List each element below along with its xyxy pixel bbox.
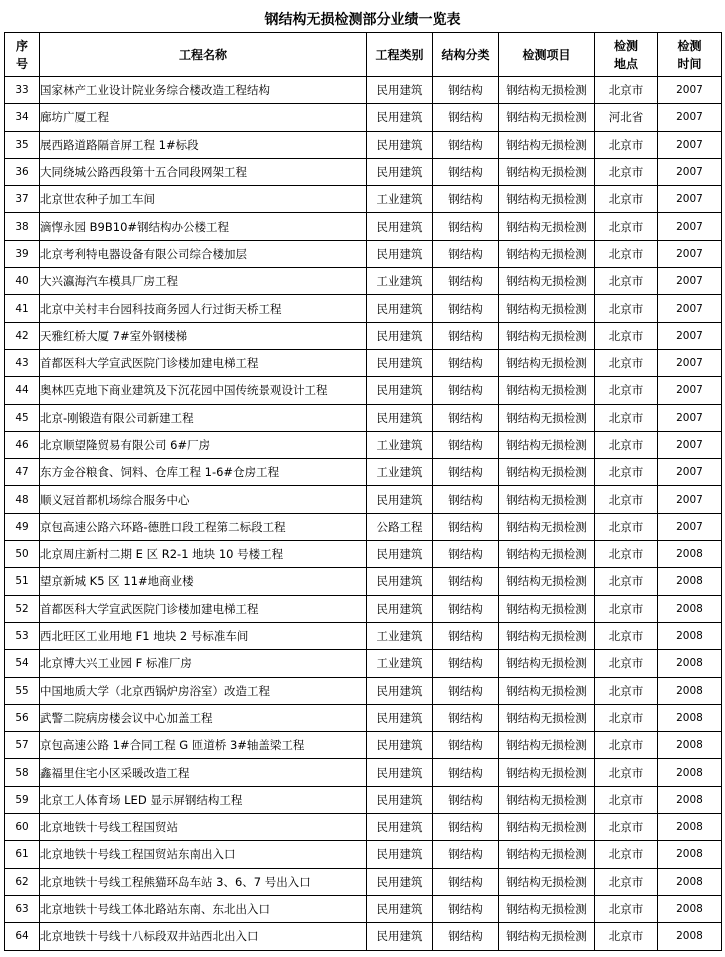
project-name: 北京地铁十号线十八标段双井站西北出入口 [40,923,367,950]
inspection-location: 北京市 [595,541,658,568]
project-name: 国家林产工业设计院业务综合楼改造工程结构 [40,77,367,104]
row-number: 56 [5,704,40,731]
inspection-location: 北京市 [595,268,658,295]
inspection-location: 北京市 [595,404,658,431]
inspection-item: 钢结构无损检测 [499,786,595,813]
inspection-location: 北京市 [595,704,658,731]
table-row [5,923,722,950]
project-type: 工业建筑 [367,268,433,295]
structure-class: 钢结构 [433,622,499,649]
project-type: 民用建筑 [367,841,433,868]
project-type: 民用建筑 [367,595,433,622]
inspection-item: 钢结构无损检测 [499,349,595,376]
inspection-location: 北京市 [595,868,658,895]
project-type: 民用建筑 [367,322,433,349]
project-name: 天雅红桥大厦 7#室外钢楼梯 [40,322,367,349]
inspection-item: 钢结构无损检测 [499,404,595,431]
table-row [5,377,722,404]
project-type: 民用建筑 [367,158,433,185]
structure-class: 钢结构 [433,841,499,868]
project-type: 民用建筑 [367,486,433,513]
performance-table [4,32,722,951]
project-name: 望京新城 K5 区 11#地商业楼 [40,568,367,595]
inspection-year: 2007 [658,459,722,486]
inspection-location: 北京市 [595,131,658,158]
inspection-year: 2008 [658,541,722,568]
table-row [5,677,722,704]
table-row [5,77,722,104]
inspection-year: 2007 [658,104,722,131]
project-name: 北京-刚锻造有限公司新建工程 [40,404,367,431]
inspection-item: 钢结构无损检测 [499,841,595,868]
project-name: 京包高速公路六环路-德胜口段工程第二标段工程 [40,513,367,540]
project-type: 公路工程 [367,513,433,540]
structure-class: 钢结构 [433,104,499,131]
structure-class: 钢结构 [433,568,499,595]
project-type: 民用建筑 [367,923,433,950]
inspection-year: 2007 [658,322,722,349]
structure-class: 钢结构 [433,377,499,404]
structure-class: 钢结构 [433,541,499,568]
project-type: 工业建筑 [367,431,433,458]
project-name: 北京地铁十号线工程国贸站东南出入口 [40,841,367,868]
inspection-year: 2008 [658,704,722,731]
inspection-location: 北京市 [595,240,658,267]
row-number: 38 [5,213,40,240]
inspection-location: 北京市 [595,158,658,185]
inspection-item: 钢结构无损检测 [499,595,595,622]
project-name: 北京地铁十号线工程国贸站 [40,814,367,841]
project-name: 北京博大兴工业园 F 标准厂房 [40,650,367,677]
table-row [5,349,722,376]
inspection-location: 北京市 [595,486,658,513]
project-name: 北京中关村丰台园科技商务园人行过街天桥工程 [40,295,367,322]
table-row [5,595,722,622]
project-name: 鑫福里住宅小区采暖改造工程 [40,759,367,786]
structure-class: 钢结构 [433,759,499,786]
row-number: 55 [5,677,40,704]
header-year-label: 检测时间 [677,38,702,71]
structure-class: 钢结构 [433,240,499,267]
header-name: 工程名称 [40,33,367,77]
structure-class: 钢结构 [433,814,499,841]
inspection-item: 钢结构无损检测 [499,814,595,841]
header-loc [595,33,658,77]
row-number: 64 [5,923,40,950]
project-type: 工业建筑 [367,650,433,677]
project-type: 民用建筑 [367,541,433,568]
table-row [5,868,722,895]
header-loc-label: 检测地点 [613,38,638,71]
inspection-location: 北京市 [595,650,658,677]
row-number: 50 [5,541,40,568]
project-name: 北京周庄新村二期 E 区 R2-1 地块 10 号楼工程 [40,541,367,568]
inspection-year: 2008 [658,895,722,922]
header-item: 检测项目 [499,33,595,77]
table-row [5,213,722,240]
row-number: 41 [5,295,40,322]
inspection-item: 钢结构无损检测 [499,77,595,104]
project-name: 西北旺区工业用地 F1 地块 2 号标准车间 [40,622,367,649]
inspection-location: 北京市 [595,349,658,376]
project-name: 武警二院病房楼会议中心加盖工程 [40,704,367,731]
table-row [5,295,722,322]
row-number: 45 [5,404,40,431]
table-row [5,841,722,868]
inspection-item: 钢结构无损检测 [499,759,595,786]
row-number: 59 [5,786,40,813]
inspection-location: 北京市 [595,923,658,950]
structure-class: 钢结构 [433,677,499,704]
inspection-item: 钢结构无损检测 [499,923,595,950]
inspection-location: 北京市 [595,786,658,813]
project-type: 民用建筑 [367,868,433,895]
project-name: 大兴瀛海汽车模具厂房工程 [40,268,367,295]
inspection-year: 2007 [658,431,722,458]
inspection-location: 河北省 [595,104,658,131]
project-name: 北京工人体育场 LED 显示屏钢结构工程 [40,786,367,813]
header-year [658,33,722,77]
inspection-item: 钢结构无损检测 [499,431,595,458]
structure-class: 钢结构 [433,77,499,104]
inspection-item: 钢结构无损检测 [499,541,595,568]
project-type: 民用建筑 [367,814,433,841]
project-type: 民用建筑 [367,404,433,431]
table-row [5,459,722,486]
project-type: 民用建筑 [367,377,433,404]
row-number: 58 [5,759,40,786]
project-name: 京包高速公路 1#合同工程 G 匝道桥 3#轴盖梁工程 [40,732,367,759]
project-type: 民用建筑 [367,568,433,595]
inspection-year: 2007 [658,377,722,404]
table-row [5,814,722,841]
project-name: 滴惸永园 B9B10#钢结构办公楼工程 [40,213,367,240]
inspection-year: 2008 [658,677,722,704]
inspection-item: 钢结构无损检测 [499,322,595,349]
inspection-item: 钢结构无损检测 [499,513,595,540]
table-row [5,568,722,595]
document-title: 钢结构无损检测部分业绩一览表 [264,12,461,28]
table-row [5,732,722,759]
row-number: 47 [5,459,40,486]
row-number: 63 [5,895,40,922]
header-type: 工程类别 [367,33,433,77]
row-number: 42 [5,322,40,349]
row-number: 61 [5,841,40,868]
inspection-year: 2007 [658,404,722,431]
inspection-item: 钢结构无损检测 [499,704,595,731]
project-name: 展西路道路隔音屏工程 1#标段 [40,131,367,158]
inspection-year: 2007 [658,131,722,158]
table-row [5,104,722,131]
project-type: 民用建筑 [367,240,433,267]
project-name: 中国地质大学（北京西锅炉房浴室）改造工程 [40,677,367,704]
project-type: 民用建筑 [367,732,433,759]
row-number: 37 [5,186,40,213]
inspection-location: 北京市 [595,732,658,759]
project-type: 民用建筑 [367,77,433,104]
structure-class: 钢结构 [433,786,499,813]
inspection-item: 钢结构无损检测 [499,868,595,895]
inspection-year: 2007 [658,213,722,240]
inspection-item: 钢结构无损检测 [499,104,595,131]
table-row [5,486,722,513]
project-name: 北京地铁十号线工体北路站东南、东北出入口 [40,895,367,922]
inspection-location: 北京市 [595,322,658,349]
inspection-year: 2008 [658,595,722,622]
table-row [5,541,722,568]
row-number: 36 [5,158,40,185]
inspection-item: 钢结构无损检测 [499,732,595,759]
inspection-year: 2007 [658,77,722,104]
project-name: 北京世农种子加工车间 [40,186,367,213]
structure-class: 钢结构 [433,459,499,486]
structure-class: 钢结构 [433,513,499,540]
project-type: 民用建筑 [367,704,433,731]
structure-class: 钢结构 [433,486,499,513]
inspection-location: 北京市 [595,759,658,786]
inspection-year: 2008 [658,814,722,841]
inspection-year: 2008 [658,732,722,759]
row-number: 62 [5,868,40,895]
project-type: 民用建筑 [367,295,433,322]
table-row [5,404,722,431]
project-name: 奥林匹克地下商业建筑及下沉花园中国传统景观设计工程 [40,377,367,404]
inspection-location: 北京市 [595,295,658,322]
inspection-year: 2007 [658,295,722,322]
structure-class: 钢结构 [433,431,499,458]
inspection-location: 北京市 [595,186,658,213]
header-no-label: 序号 [15,38,28,71]
inspection-year: 2008 [658,841,722,868]
row-number: 40 [5,268,40,295]
inspection-location: 北京市 [595,459,658,486]
inspection-item: 钢结构无损检测 [499,895,595,922]
row-number: 33 [5,77,40,104]
structure-class: 钢结构 [433,868,499,895]
project-type: 工业建筑 [367,459,433,486]
project-name: 首都医科大学宣武医院门诊楼加建电梯工程 [40,349,367,376]
inspection-year: 2007 [658,513,722,540]
row-number: 35 [5,131,40,158]
row-number: 48 [5,486,40,513]
table-header-row [5,33,722,77]
table-row [5,704,722,731]
project-type: 民用建筑 [367,213,433,240]
table-row [5,622,722,649]
table-row [5,268,722,295]
structure-class: 钢结构 [433,268,499,295]
header-no [5,33,40,77]
inspection-year: 2008 [658,759,722,786]
structure-class: 钢结构 [433,349,499,376]
structure-class: 钢结构 [433,732,499,759]
inspection-item: 钢结构无损检测 [499,377,595,404]
project-name: 顺义冠首都机场综合服务中心 [40,486,367,513]
project-type: 民用建筑 [367,131,433,158]
structure-class: 钢结构 [433,213,499,240]
inspection-location: 北京市 [595,622,658,649]
structure-class: 钢结构 [433,158,499,185]
project-type: 民用建筑 [367,759,433,786]
structure-class: 钢结构 [433,704,499,731]
inspection-item: 钢结构无损检测 [499,158,595,185]
structure-class: 钢结构 [433,186,499,213]
inspection-location: 北京市 [595,568,658,595]
inspection-location: 北京市 [595,595,658,622]
row-number: 60 [5,814,40,841]
structure-class: 钢结构 [433,404,499,431]
inspection-year: 2007 [658,349,722,376]
table-row [5,240,722,267]
project-type: 民用建筑 [367,349,433,376]
inspection-year: 2008 [658,568,722,595]
inspection-location: 北京市 [595,213,658,240]
project-name: 首都医科大学宣武医院门诊楼加建电梯工程 [40,595,367,622]
structure-class: 钢结构 [433,595,499,622]
table-row [5,431,722,458]
inspection-year: 2008 [658,786,722,813]
project-type: 工业建筑 [367,186,433,213]
inspection-year: 2007 [658,486,722,513]
inspection-item: 钢结构无损检测 [499,295,595,322]
table-row [5,895,722,922]
project-type: 民用建筑 [367,677,433,704]
project-name: 北京地铁十号线工程熊猫环岛车站 3、6、7 号出入口 [40,868,367,895]
inspection-location: 北京市 [595,513,658,540]
inspection-item: 钢结构无损检测 [499,677,595,704]
inspection-year: 2007 [658,268,722,295]
row-number: 52 [5,595,40,622]
inspection-year: 2008 [658,622,722,649]
project-type: 民用建筑 [367,104,433,131]
inspection-item: 钢结构无损检测 [499,622,595,649]
row-number: 39 [5,240,40,267]
inspection-location: 北京市 [595,895,658,922]
project-type: 民用建筑 [367,895,433,922]
inspection-location: 北京市 [595,814,658,841]
table-row [5,322,722,349]
row-number: 54 [5,650,40,677]
structure-class: 钢结构 [433,895,499,922]
inspection-location: 北京市 [595,377,658,404]
structure-class: 钢结构 [433,322,499,349]
table-row [5,513,722,540]
inspection-year: 2008 [658,923,722,950]
table-row [5,158,722,185]
row-number: 44 [5,377,40,404]
structure-class: 钢结构 [433,923,499,950]
inspection-year: 2007 [658,186,722,213]
inspection-item: 钢结构无损检测 [499,650,595,677]
inspection-item: 钢结构无损检测 [499,213,595,240]
inspection-item: 钢结构无损检测 [499,131,595,158]
inspection-item: 钢结构无损检测 [499,568,595,595]
table-row [5,650,722,677]
inspection-item: 钢结构无损检测 [499,240,595,267]
structure-class: 钢结构 [433,131,499,158]
inspection-year: 2008 [658,650,722,677]
inspection-item: 钢结构无损检测 [499,268,595,295]
row-number: 57 [5,732,40,759]
structure-class: 钢结构 [433,650,499,677]
table-body [5,77,722,951]
inspection-item: 钢结构无损检测 [499,186,595,213]
inspection-item: 钢结构无损检测 [499,459,595,486]
table-row [5,759,722,786]
project-name: 北京顺望隆贸易有限公司 6#厂房 [40,431,367,458]
row-number: 34 [5,104,40,131]
inspection-location: 北京市 [595,677,658,704]
inspection-location: 北京市 [595,841,658,868]
inspection-location: 北京市 [595,77,658,104]
inspection-location: 北京市 [595,431,658,458]
project-name: 廊坊广厦工程 [40,104,367,131]
row-number: 43 [5,349,40,376]
inspection-item: 钢结构无损检测 [499,486,595,513]
row-number: 46 [5,431,40,458]
inspection-year: 2007 [658,158,722,185]
project-name: 东方金谷粮食、饲料、仓库工程 1-6#仓房工程 [40,459,367,486]
inspection-year: 2007 [658,240,722,267]
table-row [5,186,722,213]
inspection-year: 2008 [658,868,722,895]
row-number: 49 [5,513,40,540]
project-name: 大同绕城公路西段第十五合同段网架工程 [40,158,367,185]
table-row [5,786,722,813]
header-struct: 结构分类 [433,33,499,77]
project-type: 民用建筑 [367,786,433,813]
project-type: 工业建筑 [367,622,433,649]
project-name: 北京考利特电器设备有限公司综合楼加层 [40,240,367,267]
table-row [5,131,722,158]
row-number: 53 [5,622,40,649]
row-number: 51 [5,568,40,595]
structure-class: 钢结构 [433,295,499,322]
